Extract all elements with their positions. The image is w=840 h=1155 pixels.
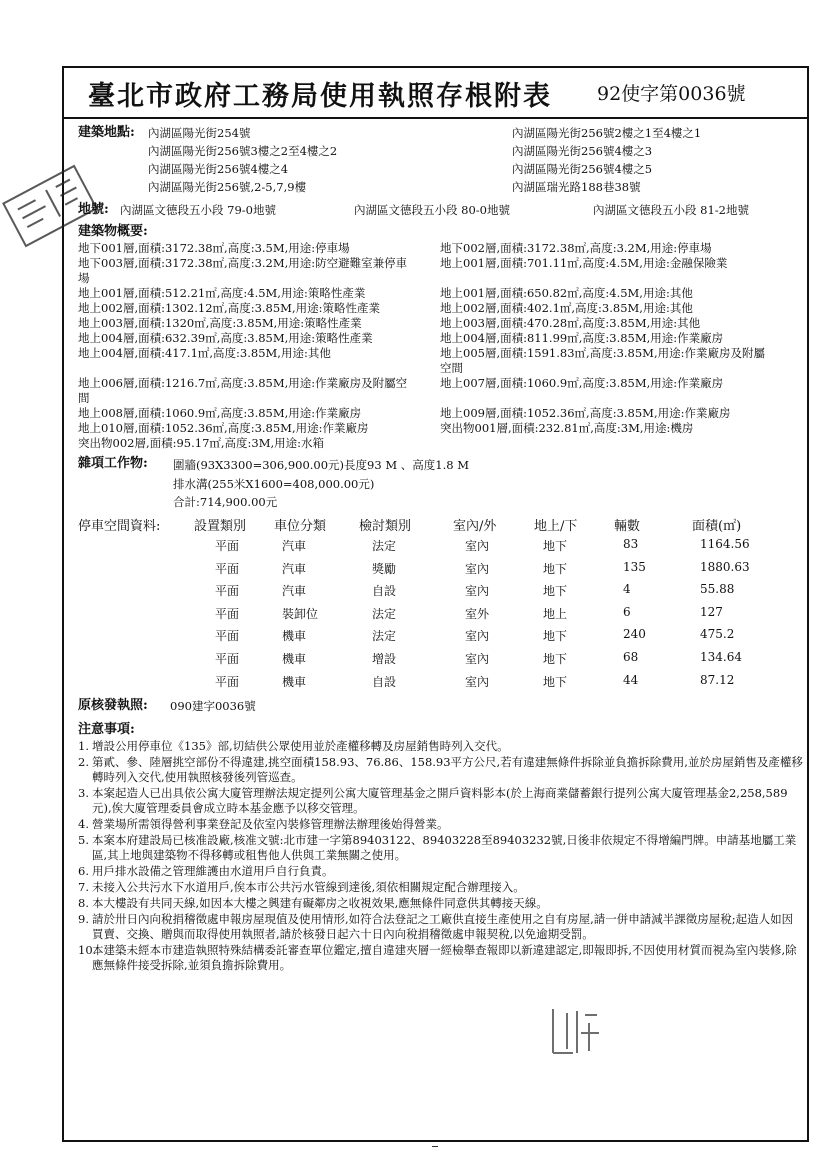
parking-cell: 地下 (543, 651, 568, 666)
building-row-text: 地上009層,面積:1052.36㎡,高度:3.85M,用途:作業廠房 (440, 406, 731, 420)
parking-cell: 汽車 (282, 561, 307, 576)
building-row-text: 突出物002層,面積:95.17㎡,高度:3M,用途:水箱 (78, 436, 325, 450)
parking-cell: 1880.63 (700, 559, 750, 574)
parking-cell: 室內 (465, 651, 490, 666)
building-row (78, 241, 798, 256)
site-address: 內湖區陽光街256號4樓之4 (148, 162, 289, 176)
parking-cell: 44 (623, 672, 639, 687)
parking-cell: 1164.56 (700, 537, 750, 551)
parking-cell: 汽車 (282, 584, 307, 599)
note-number: 3. (78, 786, 89, 800)
building-row-text: 地上006層,面積:1216.7㎡,高度:3.85M,用途:作業廠房及附屬空 (78, 376, 408, 390)
original-permit-value: 090建字0036號 (170, 699, 256, 713)
parking-table (78, 515, 798, 695)
parking-cell: 增設 (372, 651, 397, 666)
building-row-text: 地下003層,面積:3172.38㎡,高度:3.2M,用途:防空避難室兼停車 (78, 256, 408, 270)
lot-number: 內湖區文德段五小段 81-2地號 (593, 203, 749, 217)
building-row-text: 地上004層,面積:632.39㎡,高度:3.85M,用途:策略性產業 (78, 331, 373, 345)
note-number: 1. (78, 739, 89, 753)
parking-cell: 135 (623, 559, 646, 574)
permit-number: 92使字第0036號 (597, 83, 746, 105)
page-mark (432, 1146, 438, 1150)
note-text: 本大樓設有共同天線,如因本大樓之興建有礙鄰房之收視效果,應無條件同意供其轉接天線。 (92, 896, 548, 910)
parking-col-header: 輛數 (614, 519, 641, 534)
parking-cell: 地下 (543, 674, 568, 689)
parking-cell: 240 (623, 627, 646, 642)
building-row-text: 地上004層,面積:811.99㎡,高度:3.85M,用途:作業廠房 (440, 331, 724, 345)
note-item (78, 880, 804, 895)
building-row (78, 391, 798, 406)
note-item (78, 912, 804, 942)
parking-cell: 平面 (215, 674, 240, 689)
parking-row (78, 537, 798, 560)
building-row-text: 地上001層,面積:650.82㎡,高度:4.5M,用途:其他 (440, 286, 693, 300)
parking-cell: 室內 (465, 539, 490, 553)
building-row (78, 286, 798, 301)
parking-row (78, 582, 798, 605)
parking-cell: 法定 (372, 629, 397, 644)
parking-cell: 法定 (372, 606, 397, 621)
parking-cell: 地下 (543, 629, 568, 644)
parking-cell: 6 (623, 604, 631, 619)
parking-cell: 平面 (215, 561, 240, 576)
misc-works-line: 圍牆(93X3300=306,900.00元)長度93 M 、高度1.8 M (173, 458, 469, 472)
note-text: 營業場所需領得營利事業登記及依室內裝修管理辦法辦理後始得營業。 (92, 817, 449, 831)
building-row-text: 地上004層,面積:417.1㎡,高度:3.85M,用途:其他 (78, 346, 331, 360)
site-address: 內湖區陽光街254號 (148, 126, 251, 140)
parking-col-header: 面積(㎡) (692, 519, 742, 534)
lot-number: 內湖區文德段五小段 80-0地號 (354, 203, 510, 217)
note-number: 8. (78, 896, 89, 910)
note-text: 第貳、參、陸層挑空部份不得違建,挑空面積158.93、76.86、158.93平方公尺,若有違建無條件拆除並負擔拆除費用,並於房屋銷售及產權移轉時列入交代,使用執照核發後列管巡查。 (92, 755, 803, 784)
parking-cell: 55.88 (700, 582, 735, 597)
parking-cell: 室內 (465, 674, 490, 689)
building-row (78, 406, 798, 421)
note-number: 6. (78, 864, 89, 878)
note-number: 4. (78, 817, 89, 831)
note-number: 9. (78, 912, 89, 926)
site-address: 內湖區陽光街256號4樓之5 (512, 162, 653, 176)
parking-cell: 地下 (543, 561, 568, 576)
note-item (78, 864, 804, 879)
note-text: 未接入公共污水下水道用戶,俟本市公共污水管線到達後,須依相關規定配合辦理接入。 (92, 880, 525, 894)
parking-cell: 475.2 (700, 627, 735, 642)
note-text: 本建築未經本市建造執照特殊結構委託審查單位鑑定,擅自違建夾層一經檢舉查報即以新違建認定,即報即拆,不因使用材質而視為室內裝修,除應無條件接受拆除,並須負擔拆除費用。 (92, 943, 797, 972)
parking-cell: 134.64 (700, 649, 742, 664)
notes-label: 注意事項: (78, 722, 135, 737)
building-row (78, 376, 798, 391)
misc-works-label: 雜項工作物: (78, 456, 148, 471)
parking-cell: 機車 (282, 651, 307, 666)
parking-row (78, 627, 798, 650)
building-row-text: 地下001層,面積:3172.38㎡,高度:3.5M,用途:停車場 (78, 241, 350, 255)
parking-label: 停車空間資料: (78, 519, 161, 534)
note-item (78, 755, 804, 785)
parking-cell: 機車 (282, 629, 307, 644)
building-row-text: 間 (78, 391, 90, 405)
parking-cell: 室內 (465, 584, 490, 599)
parking-cell: 裝卸位 (282, 606, 319, 621)
note-number: 2. (78, 755, 89, 769)
misc-works-line: 排水溝(255米X1600=408,000.00元) (173, 477, 375, 491)
note-item (78, 943, 804, 973)
site-address: 內湖區陽光街256號4樓之3 (512, 144, 653, 158)
parking-cell: 平面 (215, 584, 240, 599)
site-address: 內湖區陽光街256號3樓之2至4樓之2 (148, 144, 338, 158)
parking-cell: 室外 (465, 606, 490, 621)
building-row-text: 地上008層,面積:1060.9㎡,高度:3.85M,用途:作業廠房 (78, 406, 362, 420)
building-row-text: 地上005層,面積:1591.83㎡,高度:3.85M,用途:作業廠房及附屬 (440, 346, 765, 360)
parking-row (78, 650, 798, 673)
site-label: 建築地點: (78, 125, 135, 140)
site-address: 內湖區陽光街256號2樓之1至4樓之1 (512, 126, 702, 140)
parking-cell: 68 (623, 649, 639, 664)
note-item (78, 739, 804, 754)
note-item (78, 833, 804, 863)
building-summary-list (78, 241, 798, 451)
parking-row (78, 560, 798, 583)
building-row-text: 地下002層,面積:3172.38㎡,高度:3.2M,用途:停車場 (440, 241, 712, 255)
lot-label: 地號: (78, 202, 109, 217)
building-row-text: 地上007層,面積:1060.9㎡,高度:3.85M,用途:作業廠房 (440, 376, 724, 390)
building-row (78, 421, 798, 436)
note-item (78, 817, 804, 832)
building-row-text: 地上001層,面積:701.11㎡,高度:4.5M,用途:金融保險業 (440, 256, 728, 270)
note-number: 5. (78, 833, 89, 847)
parking-cell: 127 (700, 604, 723, 619)
parking-col-header: 室內/外 (453, 519, 497, 534)
building-row-text: 地上002層,面積:1302.12㎡,高度:3.85M,用途:策略性產業 (78, 301, 380, 315)
building-summary-label: 建築物概要: (78, 224, 148, 239)
site-address: 內湖區陽光街256號,2-5,7,9樓 (148, 180, 307, 194)
building-row-text: 地上003層,面積:1320㎡,高度:3.85M,用途:策略性產業 (78, 316, 362, 330)
parking-cell: 平面 (215, 629, 240, 644)
parking-cell: 室內 (465, 561, 490, 576)
approval-stamp-icon (545, 1003, 605, 1063)
building-row (78, 301, 798, 316)
header-divider (62, 117, 809, 119)
parking-cell: 獎勵 (372, 561, 397, 576)
notes-section (78, 722, 804, 974)
note-text: 本案本府建設局已核准設廠,核准文號:北市建一字第89403122、89403228至89403232號,日後非依規定不得增編門牌。申請基地屬工業區,其上地與建築物不得移轉或租售他人供與工業無關之使用。 (92, 833, 797, 862)
building-row (78, 256, 798, 271)
building-row-text: 場 (78, 271, 90, 285)
parking-cell: 法定 (372, 539, 397, 553)
parking-col-header: 車位分類 (274, 519, 327, 534)
building-row-text: 地上001層,面積:512.21㎡,高度:4.5M,用途:策略性產業 (78, 286, 366, 300)
note-text: 本案起造人已出具依公寓大廈管理辦法規定提列公寓大廈管理基金之開戶資料影本(於上海商業儲蓄銀行提列公寓大廈管理基金2,258,589元),俟大廈管理委員會成立時本基金應予以移交管理。 (92, 786, 788, 815)
parking-cell: 平面 (215, 539, 240, 553)
note-item (78, 896, 804, 911)
building-row (78, 361, 798, 376)
building-row (78, 346, 798, 361)
note-number: 7. (78, 880, 89, 894)
parking-cell: 87.12 (700, 672, 735, 687)
building-row (78, 331, 798, 346)
parking-row (78, 673, 798, 696)
site-address: 內湖區瑞光路188巷38號 (512, 180, 641, 194)
parking-cell: 地下 (543, 584, 568, 599)
building-row-text: 地上003層,面積:470.28㎡,高度:3.85M,用途:其他 (440, 316, 701, 330)
parking-row (78, 605, 798, 628)
note-text: 請於卅日內向稅捐稽徵處申報房屋現值及使用情形,如符合法登記之工廠供直接生產使用之自有房屋,請一併申請減半課徵房屋稅;起造人如因買賣、交換、贈與而取得使用執照者,請於核發日起六十日內向稅捐稽徵處申報契稅,以免逾期受罰。 (92, 912, 794, 941)
parking-col-header: 設置類別 (194, 519, 247, 534)
parking-cell: 地下 (543, 539, 568, 553)
building-row (78, 316, 798, 331)
lot-number: 內湖區文德段五小段 79-0地號 (120, 203, 276, 217)
building-row (78, 271, 798, 286)
parking-cell: 83 (623, 537, 639, 551)
building-row-text: 空間 (440, 361, 463, 375)
building-row-text: 地上010層,面積:1052.36㎡,高度:3.85M,用途:作業廠房 (78, 421, 369, 435)
parking-cell: 平面 (215, 651, 240, 666)
parking-cell: 自設 (372, 584, 397, 599)
note-item (78, 786, 804, 816)
note-text: 增設公用停車位《135》部,切結供公眾使用並於產權移轉及房屋銷售時列入交代。 (92, 739, 509, 753)
document-title: 臺北市政府工務局使用執照存根附表 (88, 81, 552, 112)
parking-col-header: 檢討類別 (359, 519, 412, 534)
note-number: 10. (78, 943, 97, 957)
parking-cell: 機車 (282, 674, 307, 689)
parking-cell: 汽車 (282, 539, 307, 553)
building-row (78, 436, 798, 451)
original-permit-label: 原核發執照: (78, 698, 148, 713)
misc-works-total: 合計:714,900.00元 (173, 495, 278, 509)
parking-cell: 平面 (215, 606, 240, 621)
building-row-text: 地上002層,面積:402.1㎡,高度:3.85M,用途:其他 (440, 301, 693, 315)
parking-cell: 地上 (543, 606, 568, 621)
parking-col-header: 地上/下 (534, 519, 578, 534)
parking-cell: 4 (623, 582, 631, 597)
parking-cell: 室內 (465, 629, 490, 644)
building-row-text: 突出物001層,面積:232.81㎡,高度:3M,用途:機房 (440, 421, 694, 435)
note-text: 用戶排水設備之管理維護由水道用戶自行負責。 (92, 864, 334, 878)
parking-cell: 自設 (372, 674, 397, 689)
